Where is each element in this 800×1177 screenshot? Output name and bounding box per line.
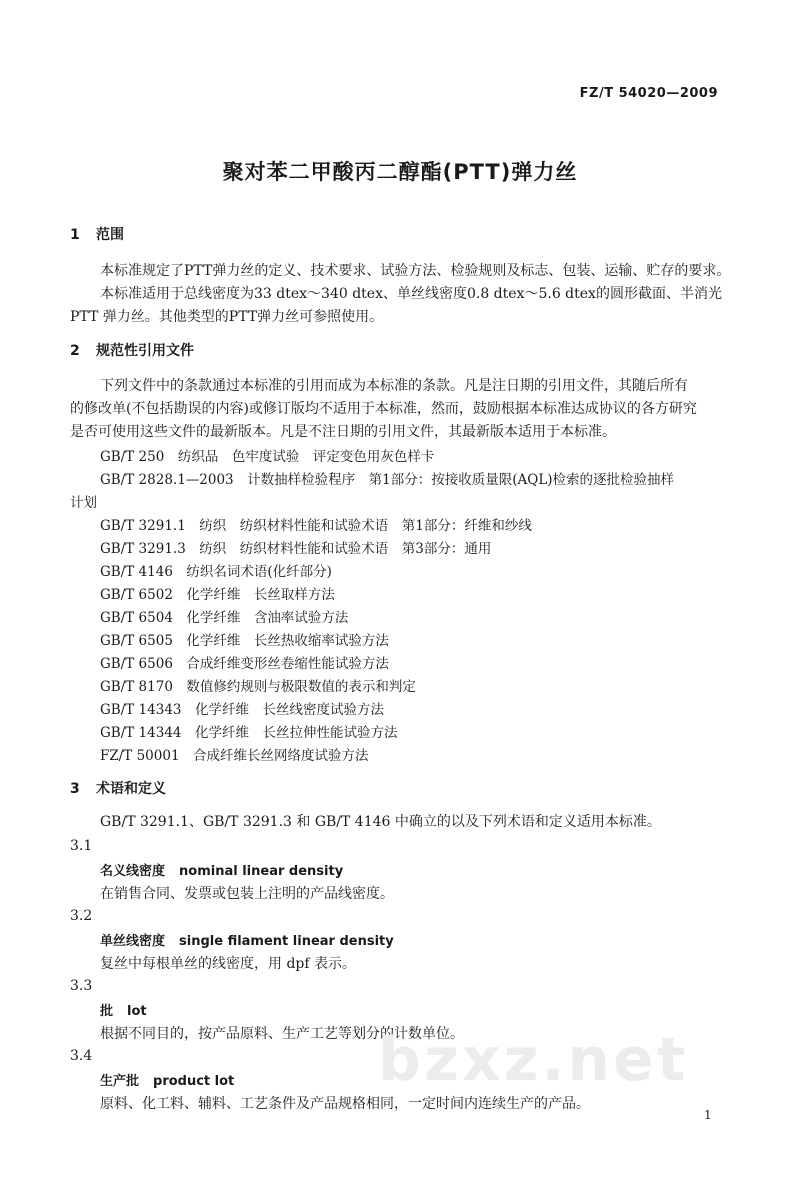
term-en: single filament linear density xyxy=(179,934,394,949)
reference-item: GB/T 6502 化学纤维 长丝取样方法 xyxy=(100,587,335,603)
section-number: 3 xyxy=(70,781,80,797)
reference-item: GB/T 6506 合成纤维变形丝卷缩性能试验方法 xyxy=(100,656,389,672)
paragraph: PTT 弹力丝。其他类型的PTT弹力丝可参照使用。 xyxy=(70,309,384,325)
reference-item: GB/T 4146 纺织名词术语(化纤部分) xyxy=(100,564,332,580)
term-zh: 单丝线密度 xyxy=(100,934,166,949)
term-definition: 复丝中每根单丝的线密度，用 dpf 表示。 xyxy=(100,956,357,972)
paragraph: GB/T 3291.1、GB/T 3291.3 和 GB/T 4146 中确立的以及下列术语和定义适用本标准。 xyxy=(100,814,661,830)
standard-code: FZ/T 54020—2009 xyxy=(579,86,718,101)
term-zh: 生产批 xyxy=(100,1074,140,1089)
reference-item-continuation: 计划 xyxy=(70,495,97,511)
paragraph: 是否可使用这些文件的最新版本。凡是不注日期的引用文件，其最新版本适用于本标准。 xyxy=(70,424,616,440)
term-number: 3.3 xyxy=(70,978,93,994)
section-2-heading xyxy=(70,340,194,360)
reference-item: GB/T 8170 数值修约规则与极限数值的表示和判定 xyxy=(100,679,416,695)
reference-item: GB/T 3291.3 纺织 纺织材料性能和试验术语 第3部分：通用 xyxy=(100,541,492,557)
term-heading xyxy=(100,1070,234,1089)
section-1-heading xyxy=(70,224,124,244)
term-zh: 名义线密度 xyxy=(100,864,166,879)
term-definition: 根据不同目的，按产品原料、生产工艺等划分的计数单位。 xyxy=(100,1026,464,1042)
term-heading xyxy=(100,1000,147,1019)
section-number: 2 xyxy=(70,343,80,359)
term-number: 3.4 xyxy=(70,1048,93,1064)
term-en: nominal linear density xyxy=(179,864,344,879)
term-definition: 在销售合同、发票或包装上注明的产品线密度。 xyxy=(100,886,394,902)
reference-item: GB/T 14343 化学纤维 长丝线密度试验方法 xyxy=(100,702,384,718)
term-heading xyxy=(100,930,394,949)
term-zh: 批 xyxy=(100,1004,114,1019)
reference-item: GB/T 3291.1 纺织 纺织材料性能和试验术语 第1部分：纤维和纱线 xyxy=(100,518,532,534)
reference-item: FZ/T 50001 合成纤维长丝网络度试验方法 xyxy=(100,748,369,764)
paragraph: 本标准规定了PTT弹力丝的定义、技术要求、试验方法、检验规则及标志、包装、运输、贮存的要求。 xyxy=(100,263,731,279)
reference-item: GB/T 14344 化学纤维 长丝拉伸性能试验方法 xyxy=(100,725,398,741)
reference-item: GB/T 6504 化学纤维 含油率试验方法 xyxy=(100,610,349,626)
paragraph: 的修改单(不包括勘误的内容)或修订版均不适用于本标准，然而，鼓励根据本标准达成协议的各方研究 xyxy=(70,401,697,417)
section-title: 范围 xyxy=(96,227,124,243)
reference-item: GB/T 6505 化学纤维 长丝热收缩率试验方法 xyxy=(100,633,389,649)
section-title: 术语和定义 xyxy=(96,781,166,797)
watermark: bzxz.net xyxy=(378,1025,689,1095)
page-number: 1 xyxy=(704,1108,712,1122)
term-en: lot xyxy=(127,1004,147,1019)
section-3-heading xyxy=(70,778,166,798)
document-title: 聚对苯二甲酸丙二醇酯(PTT)弹力丝 xyxy=(222,160,578,184)
paragraph: 下列文件中的条款通过本标准的引用而成为本标准的条款。凡是注日期的引用文件，其随后所有 xyxy=(100,378,688,394)
section-title: 规范性引用文件 xyxy=(96,343,194,359)
reference-item: GB/T 250 纺织品 色牢度试验 评定变色用灰色样卡 xyxy=(100,449,435,465)
term-number: 3.2 xyxy=(70,908,93,924)
term-number: 3.1 xyxy=(70,838,93,854)
paragraph: 本标准适用于总线密度为33 dtex～340 dtex、单丝线密度0.8 dtex～5.6 dtex的圆形截面、半消光 xyxy=(100,286,722,302)
term-heading xyxy=(100,860,343,879)
term-en: product lot xyxy=(153,1074,235,1089)
term-definition: 原料、化工料、辅料、工艺条件及产品规格相同，一定时间内连续生产的产品。 xyxy=(100,1096,590,1112)
section-number: 1 xyxy=(70,227,80,243)
reference-item: GB/T 2828.1—2003 计数抽样检验程序 第1部分：按接收质量限(AQL)检索的逐批检验抽样 xyxy=(100,472,675,488)
